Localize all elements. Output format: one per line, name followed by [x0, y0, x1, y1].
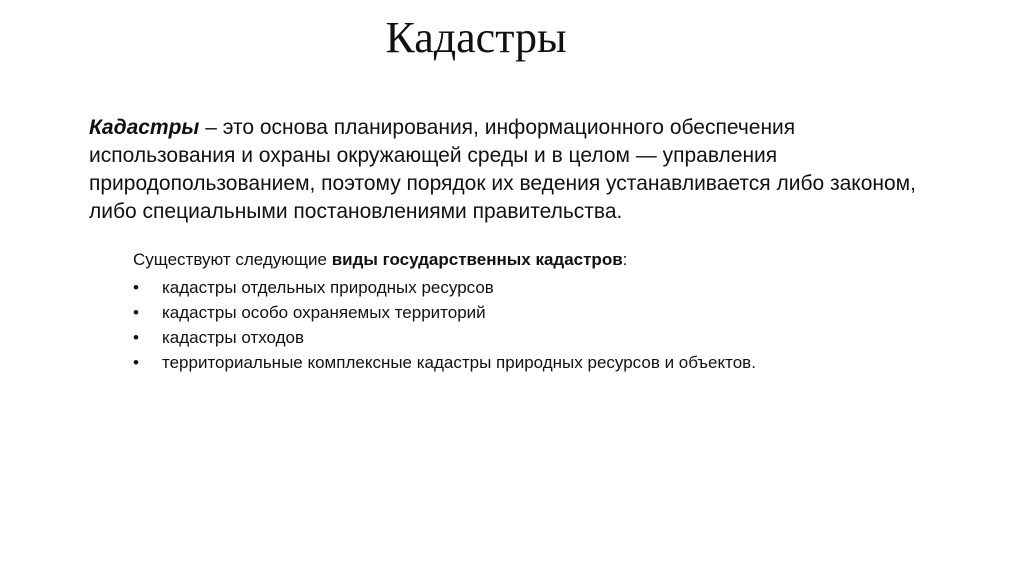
- bullet-icon: •: [133, 303, 139, 322]
- bullet-icon: •: [133, 328, 139, 347]
- list-item-text: кадастры отдельных природных ресурсов: [162, 278, 494, 297]
- types-intro: [133, 248, 933, 272]
- list-item-text: кадастры отходов: [162, 328, 304, 347]
- definition-term: Кадастры: [89, 116, 200, 139]
- list-item: [133, 351, 933, 376]
- types-intro-prefix: Существуют следующие: [133, 250, 332, 269]
- bullet-icon: •: [133, 278, 139, 297]
- types-intro-bold: виды государственных кадастров: [331, 250, 623, 269]
- cadastre-types-block: [133, 248, 933, 376]
- definition-paragraph: [89, 114, 919, 226]
- list-item: [133, 276, 933, 301]
- list-item: [133, 326, 933, 351]
- list-item-text: кадастры особо охраняемых территорий: [162, 303, 486, 322]
- bullet-icon: •: [133, 353, 139, 372]
- list-item-text: территориальные комплексные кадастры природных ресурсов и объектов.: [162, 353, 756, 372]
- definition-text: – это основа планирования, информационного обеспечения использования и охраны окружающей среды и в целом — управления природопользованием, поэтому порядок их ведения устанавливается либо законом, либо специальными постановлениями правительства.: [89, 116, 916, 223]
- types-list: [133, 276, 933, 376]
- types-intro-suffix: :: [622, 250, 628, 269]
- slide-title: Кадастры: [385, 13, 567, 62]
- list-item: [133, 301, 933, 326]
